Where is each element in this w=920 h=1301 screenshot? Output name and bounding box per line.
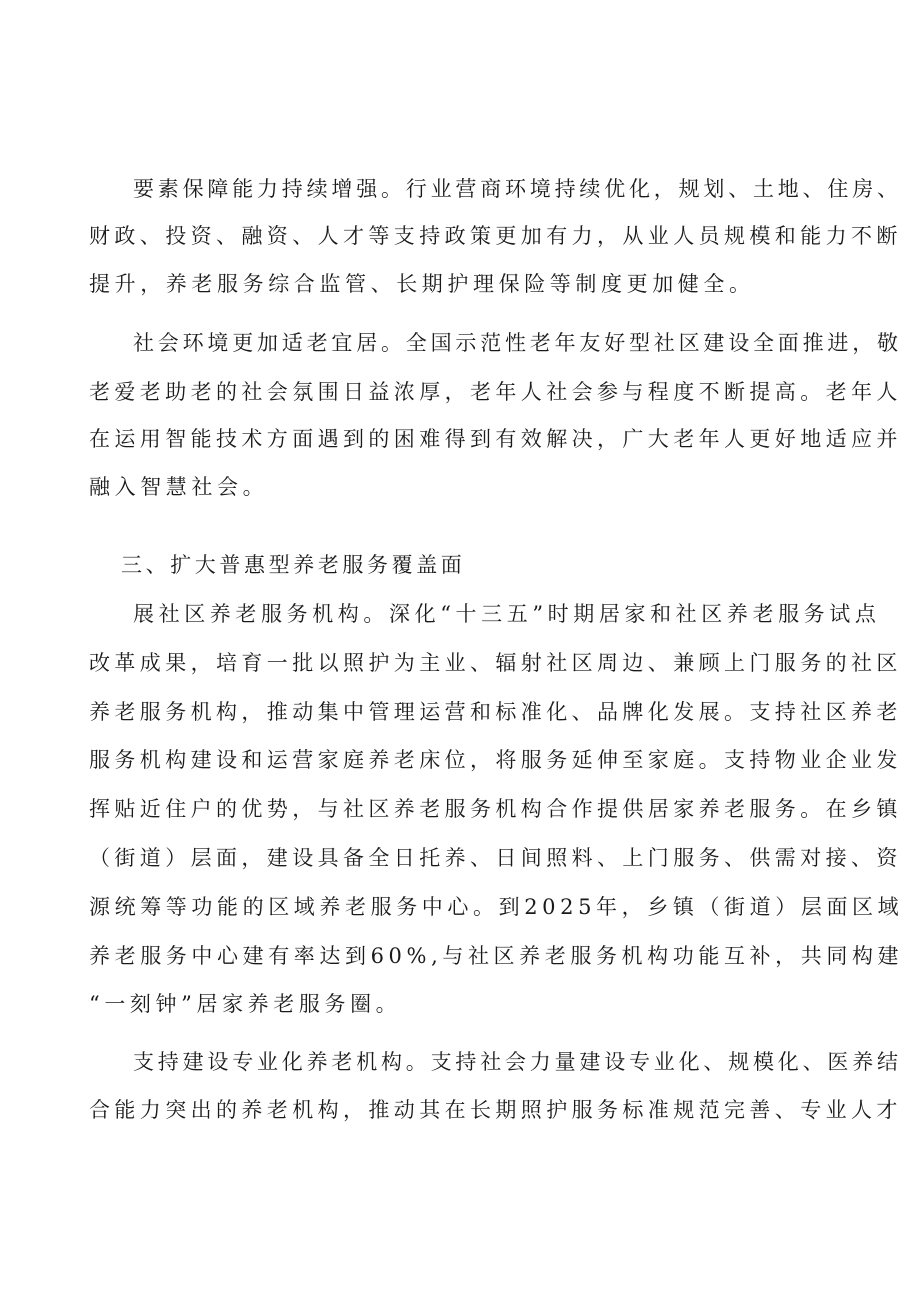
paragraph-3-line-5: 挥贴近住户的优势，与社区养老服务机构合作提供居家养老服务。在乡镇 [89,797,902,821]
paragraph-4-line-1: 支持建设专业化养老机构。支持社会力量建设专业化、规模化、医养结 [133,1050,902,1074]
paragraph-2-line-1: 社会环境更加适老宜居。全国示范性老年友好型社区建设全面推进，敬 [133,331,902,355]
paragraph-2-line-3: 在运用智能技术方面遇到的困难得到有效解决，广大老年人更好地适应并 [89,427,902,451]
section-heading: 三、扩大普惠型养老服务覆盖面 [121,553,466,577]
paragraph-4-line-2: 合能力突出的养老机构，推动其在长期照护服务标准规范完善、专业人才 [89,1098,902,1122]
paragraph-3-line-8: 养老服务中心建有率达到60%,与社区养老服务机构功能互补，共同构建 [89,944,904,968]
paragraph-1-line-2: 财政、投资、融资、人才等支持政策更加有力，从业人员规模和能力不断 [89,224,902,248]
paragraph-3-line-7: 源统筹等功能的区域养老服务中心。到2025年，乡镇（街道）层面区域 [89,895,904,919]
paragraph-3-line-4: 服务机构建设和运营家庭养老床位，将服务延伸至家庭。支持物业企业发 [89,748,902,772]
paragraph-1-line-3: 提升，养老服务综合监管、长期护理保险等制度更加健全。 [89,272,755,296]
paragraph-3-line-2: 改革成果，培育一批以照护为主业、辐射社区周边、兼顾上门服务的社区 [89,651,902,675]
paragraph-2-line-2: 老爱老助老的社会氛围日益浓厚，老年人社会参与程度不断提高。老年人 [89,380,902,404]
paragraph-3-line-9: “一刻钟”居家养老服务圈。 [89,992,402,1016]
paragraph-1-line-1: 要素保障能力持续增强。行业营商环境持续优化，规划、土地、住房、 [133,177,902,201]
paragraph-3-line-3: 养老服务机构，推动集中管理运营和标准化、品牌化发展。支持社区养老 [89,700,902,724]
paragraph-3-line-6: （街道）层面，建设具备全日托养、日间照料、上门服务、供需对接、资 [89,846,902,870]
paragraph-2-line-4: 融入智慧社会。 [89,475,269,499]
paragraph-3-line-1: 展社区养老服务机构。深化“十三五”时期居家和社区养老服务试点 [133,602,881,626]
